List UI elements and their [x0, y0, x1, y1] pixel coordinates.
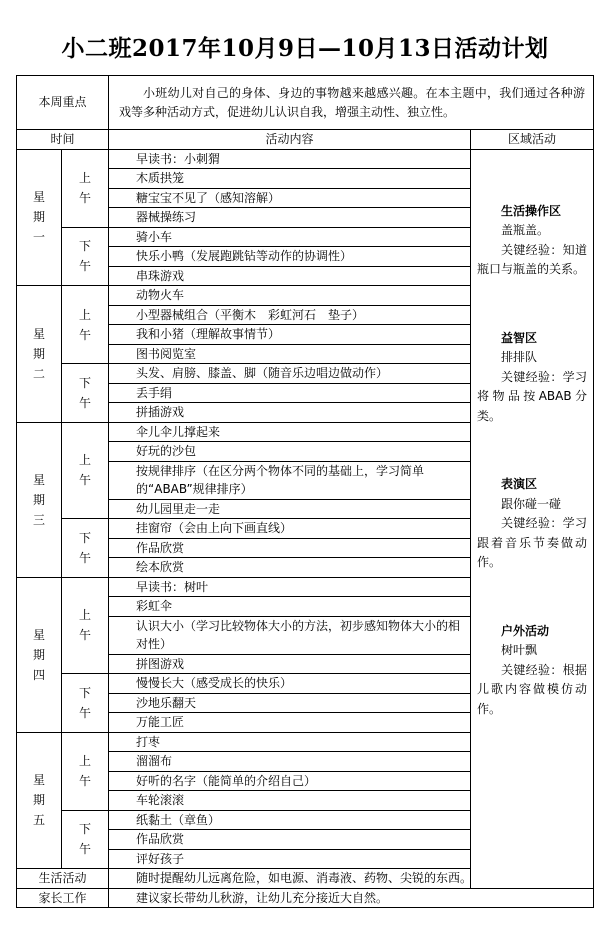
activity-item: 图书阅览室 — [109, 344, 471, 364]
header-activity: 活动内容 — [109, 130, 471, 150]
focus-label: 本周重点 — [17, 76, 109, 130]
footer-label: 生活活动 — [17, 869, 109, 889]
period-am — [62, 422, 109, 519]
period-pm — [62, 227, 109, 286]
day-cell — [17, 149, 62, 286]
activity-item: 小型器械组合（平衡木 彩虹河石 垫子） — [109, 305, 471, 325]
vertical-char: 四 — [32, 667, 45, 682]
area-experience: 关键经验：学习将物品按ABAB分类。 — [477, 369, 588, 423]
vertical-char: 上 — [79, 171, 92, 185]
vertical-char: 期 — [32, 210, 45, 225]
vertical-char: 星 — [32, 190, 45, 205]
vertical-char: 午 — [79, 628, 92, 643]
vertical-char: 星 — [32, 627, 45, 642]
vertical-char: 星 — [32, 773, 45, 788]
activity-item: 溜溜布 — [109, 752, 471, 772]
activity-item: 挂窗帘（会由上向下画直线） — [109, 519, 471, 539]
day-cell — [17, 286, 62, 423]
table-row — [17, 149, 594, 169]
activity-item: 好玩的沙包 — [109, 442, 471, 462]
area-activity: 树叶飘 — [501, 643, 538, 657]
vertical-char: 午 — [79, 774, 92, 788]
activity-item: 木质拱笼 — [109, 169, 471, 189]
activity-item: 拼图游戏 — [109, 654, 471, 674]
area-block — [477, 329, 587, 427]
vertical-char: 一 — [32, 230, 45, 245]
activity-item: 快乐小鸭（发展跑跳钻等动作的协调性） — [109, 247, 471, 267]
vertical-char: 上 — [79, 307, 92, 322]
vertical-char: 下 — [79, 822, 92, 837]
activity-item: 万能工匠 — [109, 713, 471, 733]
activity-item: 作品欣赏 — [109, 538, 471, 558]
period-pm — [62, 364, 109, 423]
header-row — [17, 130, 594, 150]
vertical-char: 午 — [79, 473, 92, 488]
vertical-char: 星 — [32, 472, 45, 487]
area-activity: 跟你碰一碰 — [501, 496, 562, 511]
vertical-char: 期 — [32, 346, 45, 361]
area-activity: 排排队 — [501, 350, 538, 364]
vertical-char: 午 — [79, 327, 92, 342]
schedule-body — [17, 76, 594, 908]
area-experience: 关键经验：根据儿歌内容做模仿动作。 — [477, 662, 588, 716]
footer-label: 家长工作 — [17, 888, 109, 908]
vertical-char: 下 — [79, 685, 92, 700]
header-time: 时间 — [17, 130, 109, 150]
activity-item: 按规律排序（在区分两个物体不同的基础上，学习简单的“ABAB”规律排序） — [109, 461, 471, 499]
area-name: 益智区 — [501, 330, 538, 345]
area-activity: 盖瓶盖。 — [501, 223, 550, 237]
vertical-char: 午 — [79, 191, 92, 205]
period-am — [62, 149, 109, 227]
activity-item: 早读书：树叶 — [109, 577, 471, 597]
vertical-char: 午 — [79, 259, 92, 274]
period-am — [62, 286, 109, 364]
vertical-char: 五 — [32, 813, 45, 828]
period-am — [62, 577, 109, 674]
day-cell — [17, 422, 62, 577]
area-name: 表演区 — [501, 477, 538, 491]
activity-item: 拼插游戏 — [109, 403, 471, 423]
area-block — [477, 622, 587, 720]
vertical-char: 上 — [79, 453, 92, 468]
period-pm — [62, 810, 109, 869]
activity-item: 器械操练习 — [109, 208, 471, 228]
footer-row — [17, 869, 594, 889]
activity-item: 早读书：小刺猬 — [109, 149, 471, 169]
activity-item: 我和小猪（理解故事情节） — [109, 325, 471, 345]
activity-item: 糖宝宝不见了（感知溶解） — [109, 188, 471, 208]
vertical-char: 上 — [79, 608, 92, 623]
focus-text: 小班幼儿对自己的身体、身边的事物越来越感兴趣。在本主题中，我们通过各种游戏等多种活动方式，促进幼儿认识自我，增强主动性、独立性。 — [109, 76, 594, 130]
area-name: 生活操作区 — [501, 203, 562, 218]
period-pm — [62, 519, 109, 578]
vertical-char: 午 — [79, 842, 92, 857]
vertical-char: 三 — [32, 512, 45, 527]
header-area: 区域活动 — [471, 130, 594, 150]
activity-item: 幼儿园里走一走 — [109, 499, 471, 519]
vertical-char: 二 — [32, 366, 45, 381]
activity-item: 作品欣赏 — [109, 830, 471, 850]
activity-item: 评好孩子 — [109, 849, 471, 869]
footer-text: 随时提醒幼儿远离危险，如电源、消毒液、药物、尖锐的东西。 — [109, 869, 594, 889]
vertical-char: 期 — [32, 647, 45, 662]
area-cell — [471, 149, 594, 888]
page-title: 小二班2017年10月9日—10月13日活动计划 — [61, 35, 549, 62]
activity-item: 头发、肩膀、膝盖、脚（随音乐边唱边做动作） — [109, 364, 471, 384]
day-cell — [17, 577, 62, 732]
area-block — [477, 475, 587, 573]
vertical-char: 下 — [79, 530, 92, 545]
vertical-char: 午 — [79, 705, 92, 720]
activity-item: 绘本欣赏 — [109, 558, 471, 578]
day-cell — [17, 732, 62, 869]
activity-item: 沙地乐翻天 — [109, 693, 471, 713]
activity-item: 彩虹伞 — [109, 597, 471, 617]
vertical-char: 星 — [32, 326, 45, 341]
period-pm — [62, 674, 109, 733]
vertical-char: 上 — [79, 754, 92, 768]
area-name: 户外活动 — [501, 623, 550, 638]
activity-item: 动物火车 — [109, 286, 471, 306]
activity-item: 车轮滚滚 — [109, 791, 471, 811]
activity-item: 骑小车 — [109, 227, 471, 247]
area-experience: 关键经验：学习跟着音乐节奏做动作。 — [477, 516, 588, 569]
activity-item: 纸黏土（章鱼） — [109, 810, 471, 830]
area-block — [477, 202, 587, 280]
area-experience: 关键经验：知道瓶口与瓶盖的关系。 — [477, 242, 588, 276]
period-am — [62, 732, 109, 810]
focus-row — [17, 76, 594, 130]
schedule-table — [16, 75, 594, 908]
vertical-char: 期 — [32, 492, 45, 507]
vertical-char: 下 — [79, 375, 92, 390]
footer-row — [17, 888, 594, 908]
activity-item: 认识大小（学习比较物体大小的方法，初步感知物体大小的相对性） — [109, 616, 471, 654]
activity-item: 好听的名字（能简单的介绍自己） — [109, 771, 471, 791]
vertical-char: 午 — [79, 550, 92, 565]
footer-text: 建议家长带幼儿秋游，让幼儿充分接近大自然。 — [109, 888, 594, 908]
activity-item: 丢手绢 — [109, 383, 471, 403]
vertical-char: 期 — [32, 793, 45, 808]
vertical-char: 下 — [79, 239, 92, 254]
vertical-char: 午 — [79, 395, 92, 410]
activity-item: 慢慢长大（感受成长的快乐） — [109, 674, 471, 694]
activity-item: 打枣 — [109, 732, 471, 752]
activity-item: 串珠游戏 — [109, 266, 471, 286]
activity-item: 伞儿伞儿撑起来 — [109, 422, 471, 442]
